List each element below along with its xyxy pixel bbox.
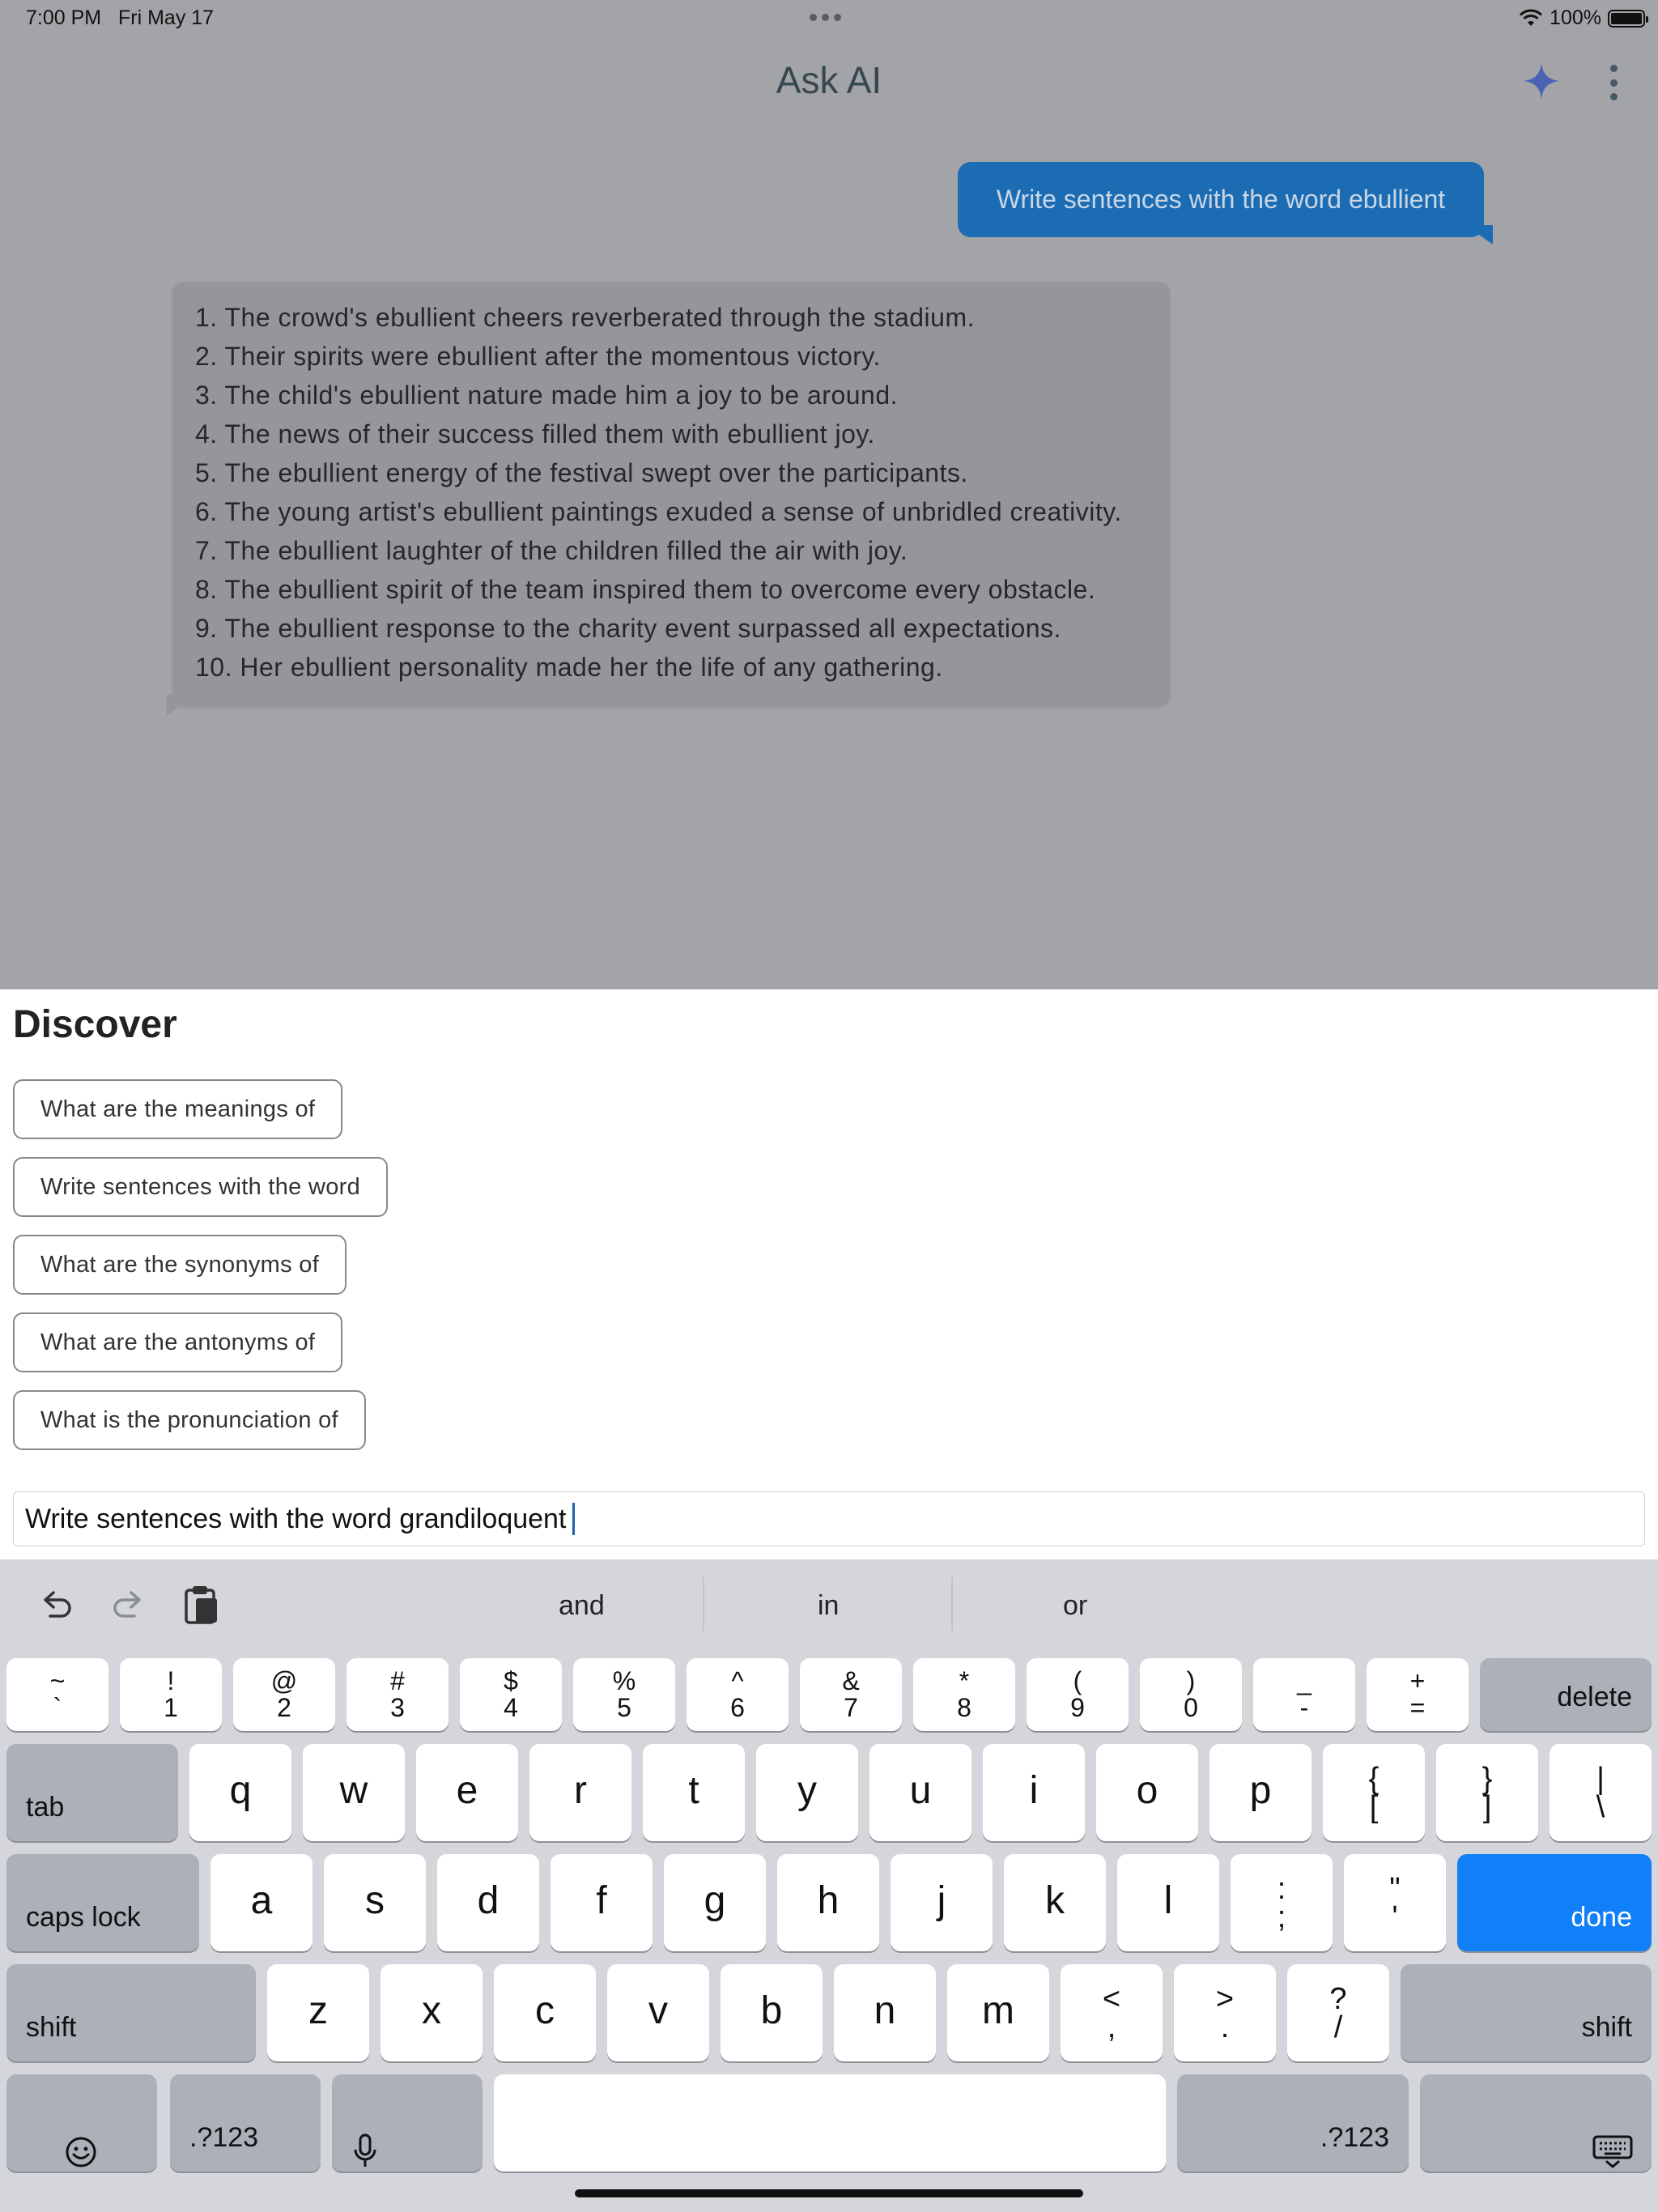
suggestion-or[interactable]: or xyxy=(1063,1590,1088,1621)
status-date: Fri May 17 xyxy=(118,6,215,29)
suggestion-separator xyxy=(703,1577,704,1631)
numbers-key-left[interactable]: .?123 xyxy=(170,2074,321,2172)
keyboard xyxy=(0,1559,1658,2212)
key-1[interactable]: ! 1 xyxy=(120,1658,222,1731)
prompt-input[interactable] xyxy=(13,1491,1645,1546)
chip-synonyms[interactable]: What are the synonyms of xyxy=(13,1235,346,1295)
delete-key[interactable]: delete xyxy=(1480,1658,1652,1731)
ai-bubble-tail xyxy=(167,695,194,716)
key-equals[interactable]: + = xyxy=(1367,1658,1469,1731)
keyboard-dismiss-icon xyxy=(1592,2134,1634,2170)
response-line: 5. The ebullient energy of the festival swept over the participants. xyxy=(195,458,968,487)
key-close-brace[interactable]: } ] xyxy=(1436,1744,1538,1841)
text-caret xyxy=(572,1503,575,1535)
key-t[interactable]: t xyxy=(643,1744,745,1841)
response-line: 3. The child's ebullient nature made him a joy to be around. xyxy=(195,381,899,410)
key-f[interactable]: f xyxy=(551,1854,653,1951)
key-y[interactable]: y xyxy=(756,1744,858,1841)
key-j[interactable]: j xyxy=(891,1854,993,1951)
key-w[interactable]: w xyxy=(303,1744,405,1841)
key-d[interactable]: d xyxy=(437,1854,539,1951)
response-line: 8. The ebullient spirit of the team inspired them to overcome every obstacle. xyxy=(195,575,1096,604)
status-indicators xyxy=(1519,6,1645,30)
key-i[interactable]: i xyxy=(983,1744,1085,1841)
suggestion-bar xyxy=(0,1559,1658,1648)
response-line: 1. The crowd's ebullient cheers reverberated through the stadium. xyxy=(195,303,975,332)
chip-pronunciation[interactable]: What is the pronunciation of xyxy=(13,1390,366,1450)
chip-sentences[interactable]: Write sentences with the word xyxy=(13,1157,388,1217)
key-x[interactable]: x xyxy=(380,1964,483,2061)
keyboard-dismiss-key[interactable] xyxy=(1420,2074,1652,2172)
key-7[interactable]: & 7 xyxy=(800,1658,902,1731)
user-message-text: Write sentences with the word ebullient xyxy=(996,185,1446,214)
status-time: 7:00 PM xyxy=(26,6,102,29)
more-vertical-icon[interactable] xyxy=(1607,65,1620,100)
response-line: 2. Their spirits were ebullient after the momentous victory. xyxy=(195,342,881,371)
redo-icon[interactable] xyxy=(108,1584,149,1624)
key-h[interactable]: h xyxy=(777,1854,879,1951)
response-line: 4. The news of their success filled them with ebullient joy. xyxy=(195,419,875,449)
key-r[interactable]: r xyxy=(529,1744,631,1841)
suggestion-and[interactable]: and xyxy=(559,1590,605,1621)
key-minus[interactable]: _ - xyxy=(1253,1658,1355,1731)
emoji-icon xyxy=(65,2136,97,2168)
discover-title: Discover xyxy=(13,1003,177,1046)
undo-icon[interactable] xyxy=(36,1584,76,1624)
key-s[interactable]: s xyxy=(324,1854,426,1951)
key-q[interactable]: q xyxy=(189,1744,291,1841)
battery-percent: 100% xyxy=(1550,6,1601,29)
sparkle-icon[interactable] xyxy=(1522,62,1561,100)
key-z[interactable]: z xyxy=(267,1964,369,2061)
key-quote[interactable]: " ' xyxy=(1344,1854,1446,1951)
key-l[interactable]: l xyxy=(1117,1854,1219,1951)
key-g[interactable]: g xyxy=(664,1854,766,1951)
key-3[interactable]: # 3 xyxy=(346,1658,449,1731)
shift-key-right[interactable]: shift xyxy=(1401,1964,1652,2061)
key-pipe[interactable]: | \ xyxy=(1550,1744,1652,1841)
tab-key[interactable]: tab xyxy=(6,1744,178,1841)
key-o[interactable]: o xyxy=(1096,1744,1198,1841)
home-indicator[interactable] xyxy=(575,2189,1083,2197)
response-line: 10. Her ebullient personality made her the life of any gathering. xyxy=(195,653,943,682)
wifi-icon xyxy=(1519,9,1543,28)
key-4[interactable]: $ 4 xyxy=(460,1658,562,1731)
key-comma[interactable]: < , xyxy=(1061,1964,1163,2061)
key-6[interactable]: ^ 6 xyxy=(687,1658,789,1731)
key-9[interactable]: ( 9 xyxy=(1027,1658,1129,1731)
response-line: 9. The ebullient response to the charity event surpassed all expectations. xyxy=(195,614,1061,643)
ai-response-bubble xyxy=(172,282,1170,706)
key-period[interactable]: > . xyxy=(1174,1964,1276,2061)
key-0[interactable]: ) 0 xyxy=(1140,1658,1242,1731)
key-u[interactable]: u xyxy=(869,1744,971,1841)
key-k[interactable]: k xyxy=(1004,1854,1106,1951)
key-colon[interactable]: : ; xyxy=(1231,1854,1333,1951)
key-8[interactable]: * 8 xyxy=(913,1658,1015,1731)
key-backtick[interactable]: ~ ` xyxy=(6,1658,108,1731)
paste-icon[interactable] xyxy=(183,1584,220,1626)
battery-icon xyxy=(1608,10,1645,28)
key-c[interactable]: c xyxy=(494,1964,596,2061)
key-5[interactable]: % 5 xyxy=(573,1658,675,1731)
key-2[interactable]: @ 2 xyxy=(233,1658,335,1731)
response-line: 7. The ebullient laughter of the children filled the air with joy. xyxy=(195,536,908,565)
user-message-bubble xyxy=(958,162,1484,237)
key-open-brace[interactable]: { [ xyxy=(1323,1744,1425,1841)
key-n[interactable]: n xyxy=(834,1964,936,2061)
key-e[interactable]: e xyxy=(416,1744,518,1841)
caps-lock-key[interactable]: caps lock xyxy=(6,1854,199,1951)
ai-response-list xyxy=(195,298,1170,687)
multitasking-dots-icon[interactable] xyxy=(810,14,841,21)
numbers-key-right[interactable]: .?123 xyxy=(1177,2074,1409,2172)
shift-key-left[interactable]: shift xyxy=(6,1964,256,2061)
key-p[interactable]: p xyxy=(1209,1744,1312,1841)
page-title: Ask AI xyxy=(776,59,882,101)
chat-area xyxy=(0,0,1658,989)
emoji-key[interactable] xyxy=(6,2074,157,2172)
key-a[interactable]: a xyxy=(210,1854,312,1951)
chip-meanings[interactable]: What are the meanings of xyxy=(13,1079,342,1139)
chip-antonyms[interactable]: What are the antonyms of xyxy=(13,1312,342,1372)
space-key[interactable] xyxy=(494,2074,1166,2172)
microphone-icon xyxy=(351,2133,379,2170)
user-bubble-tail xyxy=(1465,225,1493,245)
key-m[interactable]: m xyxy=(947,1964,1049,2061)
key-v[interactable]: v xyxy=(607,1964,709,2061)
response-line: 6. The young artist's ebullient paintings exuded a sense of unbridled creativity. xyxy=(195,497,1122,526)
microphone-key[interactable] xyxy=(332,2074,483,2172)
prompt-input-value: Write sentences with the word grandiloquent xyxy=(25,1503,567,1534)
suggestion-in[interactable]: in xyxy=(818,1590,840,1621)
key-b[interactable]: b xyxy=(721,1964,823,2061)
suggestion-separator xyxy=(951,1577,953,1631)
key-slash[interactable]: ? / xyxy=(1287,1964,1389,2061)
done-key[interactable]: done xyxy=(1457,1854,1652,1951)
